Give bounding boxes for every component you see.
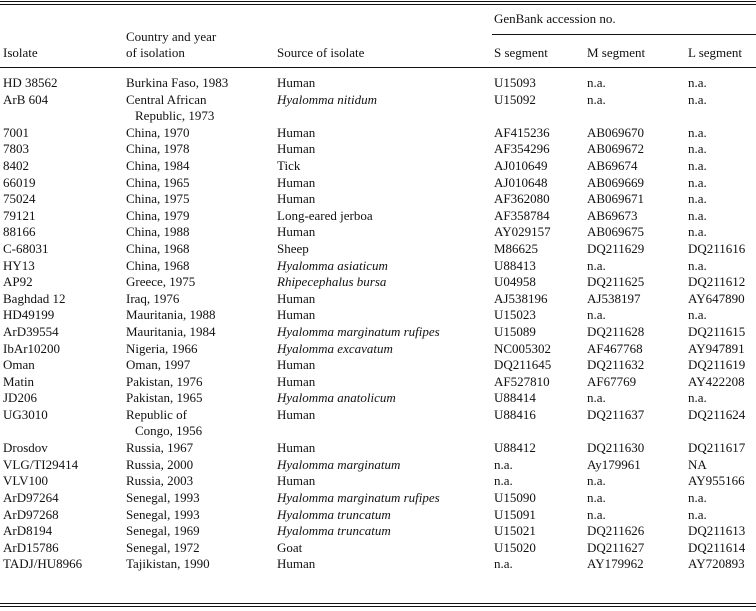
source-cell: Hyalomma marginatum rufipes xyxy=(277,490,440,505)
country-cell xyxy=(126,241,190,257)
s-segment-cell: U04958 xyxy=(494,274,536,290)
isolate-cell: ArD39554 xyxy=(3,324,59,339)
source-cell: Sheep xyxy=(277,241,309,256)
l-segment-cell: n.a. xyxy=(688,191,707,207)
isolate-cell: Matin xyxy=(3,373,35,389)
country-cell xyxy=(126,473,193,489)
s-segment-cell: AJ538196 xyxy=(494,290,548,306)
isolate-cell: 79121 xyxy=(3,207,36,223)
country-cell xyxy=(126,125,190,141)
s-segment-cell: U88416 xyxy=(494,407,536,422)
isolate-cell: TADJ/HU8966 xyxy=(3,556,83,572)
source-cell: Hyalomma nitidum xyxy=(277,91,378,107)
isolate-cell: Oman xyxy=(3,357,35,373)
source-cell: Goat xyxy=(277,539,303,555)
m-segment-header: M segment xyxy=(587,45,646,60)
source-cell: Hyalomma truncatum xyxy=(277,523,391,539)
l-segment-cell: DQ211612 xyxy=(688,274,746,290)
m-segment-cell: DQ211628 xyxy=(587,324,645,339)
l-segment-cell: n.a. xyxy=(688,224,707,240)
l-segment-cell: DQ211617 xyxy=(688,440,746,456)
s-segment-cell: U15020 xyxy=(494,539,536,555)
country-cell xyxy=(126,307,216,323)
country-cell xyxy=(126,374,203,390)
country-cell xyxy=(126,490,200,506)
country-line1: Russia, 2000 xyxy=(126,456,194,472)
country-line1: Pakistan, 1965 xyxy=(126,390,203,406)
l-segment-cell: DQ211614 xyxy=(688,539,746,555)
s-segment-cell: AY029157 xyxy=(494,224,551,240)
l-segment-cell: n.a. xyxy=(688,207,707,223)
s-segment-cell: NC005302 xyxy=(494,340,552,356)
source-cell: Long-eared jerboa xyxy=(277,207,373,223)
isolate-cell: HD49199 xyxy=(3,307,55,323)
isolate-cell: 7001 xyxy=(3,124,29,140)
country-line1: Pakistan, 1976 xyxy=(126,373,203,389)
l-segment-cell: n.a. xyxy=(688,490,707,505)
s-segment-cell: U15089 xyxy=(494,324,536,339)
source-cell: Tick xyxy=(277,158,301,173)
m-segment-cell: AB069675 xyxy=(587,224,645,240)
country-line1: Mauritania, 1984 xyxy=(126,324,216,339)
source-cell: Rhipecephalus bursa xyxy=(277,274,387,290)
l-segment-header: L segment xyxy=(688,45,743,60)
source-cell: Hyalomma marginatum xyxy=(277,456,401,472)
m-segment-cell: n.a. xyxy=(587,490,606,505)
country-cell xyxy=(126,357,190,373)
m-segment-cell: n.a. xyxy=(587,390,606,406)
isolate-cell: ArD8194 xyxy=(3,523,53,539)
isolate-cell: Drosdov xyxy=(3,440,48,456)
m-segment-cell: n.a. xyxy=(587,506,606,522)
genbank-subrule xyxy=(492,34,756,35)
m-segment-cell: DQ211627 xyxy=(587,539,645,555)
l-segment-cell: NA xyxy=(688,456,707,472)
country-cell xyxy=(126,556,210,572)
s-segment-cell: AF527810 xyxy=(494,373,550,389)
country-line1: China, 1975 xyxy=(126,191,190,207)
m-segment-cell: n.a. xyxy=(587,75,606,90)
l-segment-cell: DQ211619 xyxy=(688,357,746,373)
country-line1: China, 1965 xyxy=(126,174,190,190)
s-segment-cell: U88414 xyxy=(494,390,536,406)
source-cell: Human xyxy=(277,407,316,422)
country-line1: Mauritania, 1988 xyxy=(126,307,216,323)
source-cell: Human xyxy=(277,75,316,90)
source-cell: Human xyxy=(277,473,316,489)
l-segment-cell: n.a. xyxy=(688,307,707,323)
country-line1: China, 1968 xyxy=(126,257,190,273)
country-line1: Oman, 1997 xyxy=(126,357,191,373)
isolate-header: Isolate xyxy=(3,45,38,60)
country-cell xyxy=(126,390,203,406)
isolate-cell: HY13 xyxy=(3,257,35,273)
country-line1: China, 1968 xyxy=(126,241,190,256)
top-rule-inner xyxy=(0,4,756,5)
m-segment-cell: DQ211625 xyxy=(587,274,645,290)
source-cell: Hyalomma anatolicum xyxy=(277,390,396,406)
country-cell xyxy=(126,224,190,240)
l-segment-cell: n.a. xyxy=(688,124,707,140)
l-segment-cell: DQ211616 xyxy=(688,241,746,256)
genbank-header: GenBank accession no. xyxy=(494,11,616,26)
m-segment-cell: AB069671 xyxy=(587,191,645,207)
isolate-cell: UG3010 xyxy=(3,407,48,422)
country-cell xyxy=(126,175,190,191)
s-segment-cell: AF358784 xyxy=(494,207,550,223)
m-segment-cell: AJ538197 xyxy=(587,290,641,306)
country-line1: China, 1978 xyxy=(126,141,190,157)
country-line1: Greece, 1975 xyxy=(126,274,196,290)
country-line1: Nigeria, 1966 xyxy=(126,340,198,356)
m-segment-cell: AB069670 xyxy=(587,124,645,140)
source-cell: Hyalomma marginatum rufipes xyxy=(277,324,440,339)
l-segment-cell: n.a. xyxy=(688,257,707,273)
l-segment-cell: DQ211613 xyxy=(688,523,746,539)
country-cell xyxy=(126,92,214,124)
country-line1: Central African xyxy=(126,91,207,107)
m-segment-cell: n.a. xyxy=(587,307,606,323)
s-segment-cell: AF415236 xyxy=(494,124,550,140)
country-line1: China, 1979 xyxy=(126,207,190,223)
country-line1: China, 1970 xyxy=(126,124,190,140)
l-segment-cell: AY955166 xyxy=(688,473,745,489)
source-cell: Human xyxy=(277,174,316,190)
l-segment-cell: AY720893 xyxy=(688,556,745,572)
l-segment-cell: n.a. xyxy=(688,91,707,107)
country-cell xyxy=(126,75,228,91)
country-line2: Congo, 1956 xyxy=(135,423,203,438)
s-segment-cell: U15092 xyxy=(494,91,536,107)
s-segment-cell: AF362080 xyxy=(494,191,550,207)
isolate-cell: IbAr10200 xyxy=(3,340,61,356)
country-line1: Senegal, 1993 xyxy=(126,506,200,522)
m-segment-cell: AF67769 xyxy=(587,373,637,389)
country-line1: China, 1984 xyxy=(126,158,190,173)
s-segment-header: S segment xyxy=(494,45,548,60)
isolate-cell: VLG/TI29414 xyxy=(3,456,79,472)
l-segment-cell: AY647890 xyxy=(688,290,745,306)
l-segment-cell: n.a. xyxy=(688,158,707,173)
s-segment-cell: AJ010648 xyxy=(494,174,548,190)
isolate-cell: JD206 xyxy=(3,390,37,406)
s-segment-cell: U15023 xyxy=(494,307,536,323)
s-segment-cell: U88413 xyxy=(494,257,536,273)
country-cell xyxy=(126,507,200,523)
s-segment-cell: M86625 xyxy=(494,241,539,256)
s-segment-cell: AJ010649 xyxy=(494,158,548,173)
s-segment-cell: U15093 xyxy=(494,75,536,90)
m-segment-cell: DQ211630 xyxy=(587,440,645,456)
header-rule xyxy=(0,67,756,68)
isolate-cell: C-68031 xyxy=(3,241,49,256)
isolate-cell: 88166 xyxy=(3,224,36,240)
isolate-cell: ArD15786 xyxy=(3,539,59,555)
country-cell xyxy=(126,158,190,174)
country-line1: Senegal, 1972 xyxy=(126,539,200,555)
country-line1: Senegal, 1993 xyxy=(126,490,200,505)
isolate-cell: ArB 604 xyxy=(3,91,49,107)
source-cell: Human xyxy=(277,224,316,240)
l-segment-cell: AY422208 xyxy=(688,373,745,389)
country-cell xyxy=(126,540,200,556)
source-cell: Human xyxy=(277,357,316,373)
isolate-cell: AP92 xyxy=(3,274,33,290)
s-segment-cell: U88412 xyxy=(494,440,536,456)
l-segment-cell: n.a. xyxy=(688,506,707,522)
source-cell: Human xyxy=(277,290,316,306)
country-cell xyxy=(126,291,179,307)
m-segment-cell: n.a. xyxy=(587,257,606,273)
source-cell: Human xyxy=(277,373,316,389)
source-cell: Human xyxy=(277,191,316,207)
isolate-cell: 7803 xyxy=(3,141,29,157)
m-segment-cell: AB069672 xyxy=(587,141,645,157)
l-segment-cell: AY947891 xyxy=(688,340,745,356)
m-segment-cell: DQ211637 xyxy=(587,407,645,422)
l-segment-cell: DQ211624 xyxy=(688,407,746,422)
bottom-rule-outer xyxy=(0,606,756,607)
m-segment-cell: AB69674 xyxy=(587,158,638,173)
country-cell xyxy=(126,523,200,539)
l-segment-cell: n.a. xyxy=(688,75,707,90)
country-line1: Russia, 2003 xyxy=(126,473,194,489)
bottom-rule-inner xyxy=(0,603,756,604)
country-header-line1: Country and year xyxy=(126,29,217,44)
source-cell: Human xyxy=(277,124,316,140)
m-segment-cell: n.a. xyxy=(587,91,606,107)
country-cell xyxy=(126,141,190,157)
isolate-cell: ArD97268 xyxy=(3,506,59,522)
m-segment-cell: DQ211626 xyxy=(587,523,645,539)
s-segment-cell: U15021 xyxy=(494,523,536,539)
m-segment-cell: n.a. xyxy=(587,473,606,489)
source-cell: Hyalomma excavatum xyxy=(277,340,393,356)
m-segment-cell: DQ211629 xyxy=(587,241,645,256)
top-rule-outer xyxy=(0,1,756,2)
source-cell: Hyalomma asiaticum xyxy=(277,257,388,273)
s-segment-cell: DQ211645 xyxy=(494,357,552,373)
m-segment-cell: AF467768 xyxy=(587,340,643,356)
s-segment-cell: n.a. xyxy=(494,556,513,572)
country-line1: Republic of xyxy=(126,407,188,422)
isolate-cell: Baghdad 12 xyxy=(3,290,66,306)
l-segment-cell: n.a. xyxy=(688,141,707,157)
country-cell xyxy=(126,407,202,439)
isolate-cell: ArD97264 xyxy=(3,490,59,505)
m-segment-cell: AB69673 xyxy=(587,207,638,223)
m-segment-cell: AY179962 xyxy=(587,556,644,572)
s-segment-cell: n.a. xyxy=(494,473,513,489)
s-segment-cell: U15090 xyxy=(494,490,536,505)
source-cell: Human xyxy=(277,556,316,572)
l-segment-cell: DQ211615 xyxy=(688,324,746,339)
country-line1: China, 1988 xyxy=(126,224,190,240)
s-segment-cell: n.a. xyxy=(494,456,513,472)
m-segment-cell: Ay179961 xyxy=(587,456,641,472)
l-segment-cell: n.a. xyxy=(688,390,707,406)
country-line1: Russia, 1967 xyxy=(126,440,194,456)
source-header: Source of isolate xyxy=(277,45,365,60)
l-segment-cell: n.a. xyxy=(688,174,707,190)
s-segment-cell: U15091 xyxy=(494,506,536,522)
country-line1: Tajikistan, 1990 xyxy=(126,556,210,572)
country-header-line2: of isolation xyxy=(126,45,185,60)
country-cell xyxy=(126,341,197,357)
m-segment-cell: AB069669 xyxy=(587,174,645,190)
country-line1: Senegal, 1969 xyxy=(126,523,200,539)
country-cell xyxy=(126,258,190,274)
country-cell xyxy=(126,457,193,473)
s-segment-cell: AF354296 xyxy=(494,141,550,157)
country-cell xyxy=(126,208,190,224)
source-cell: Human xyxy=(277,307,316,323)
country-cell xyxy=(126,191,190,207)
isolate-cell: 8402 xyxy=(3,158,29,173)
country-cell xyxy=(126,274,195,290)
isolate-cell: 66019 xyxy=(3,174,36,190)
country-cell xyxy=(126,324,216,340)
country-cell xyxy=(126,440,193,456)
isolate-cell: HD 38562 xyxy=(3,75,58,90)
source-cell: Hyalomma truncatum xyxy=(277,506,391,522)
source-cell: Human xyxy=(277,440,316,456)
country-line1: Iraq, 1976 xyxy=(126,290,180,306)
m-segment-cell: DQ211632 xyxy=(587,357,645,373)
country-line2: Republic, 1973 xyxy=(135,107,215,123)
source-cell: Human xyxy=(277,141,316,157)
country-line1: Burkina Faso, 1983 xyxy=(126,75,229,90)
isolate-cell: 75024 xyxy=(3,191,36,207)
isolate-cell: VLV100 xyxy=(3,473,49,489)
